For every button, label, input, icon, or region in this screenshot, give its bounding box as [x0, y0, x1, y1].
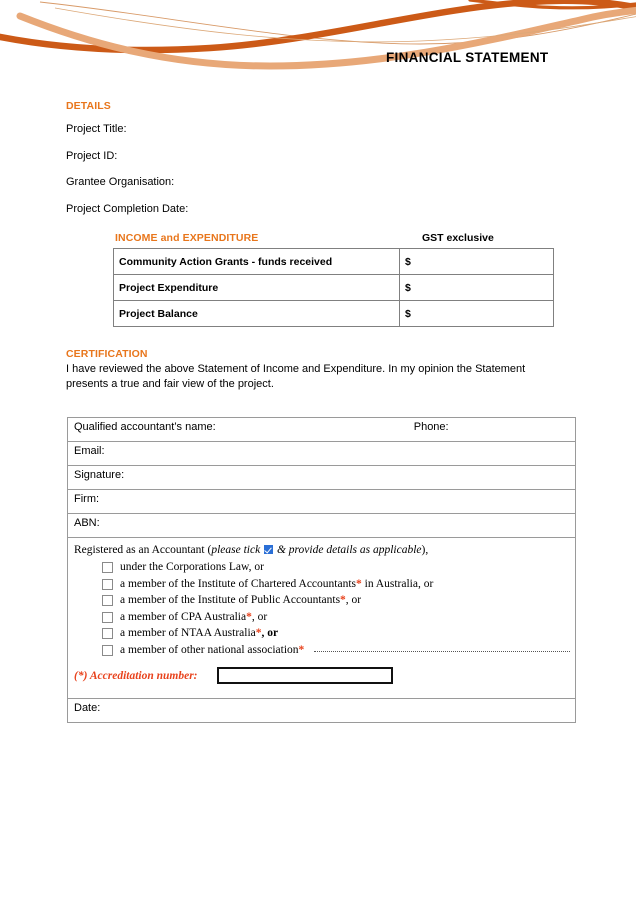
- checkbox-corporations-law[interactable]: [102, 562, 113, 573]
- table-row: [68, 418, 576, 442]
- email-field[interactable]: [68, 442, 576, 466]
- certification-body: I have reviewed the above Statement of Income and Expenditure. In my opinion the Statement presents a true and fair view of the project.: [66, 363, 526, 390]
- details-field-list: [66, 122, 466, 228]
- details-heading: DETAILS: [66, 100, 111, 112]
- table-row: [68, 466, 576, 490]
- project-title-label: Project Title:: [66, 123, 127, 135]
- registration-cell: [68, 538, 576, 699]
- income-expenditure-heading: INCOME and EXPENDITURE: [115, 232, 259, 244]
- asterisk-marker: *: [255, 627, 262, 639]
- accountant-name-label: Qualified accountant’s name:: [74, 421, 216, 433]
- gst-exclusive-label: GST exclusive: [422, 232, 494, 244]
- checkbox-public-accountants[interactable]: [102, 595, 113, 606]
- table-row: [68, 442, 576, 466]
- asterisk-marker: *: [356, 577, 362, 590]
- option-label-corporations-law: under the Corporations Law, or: [120, 561, 264, 573]
- row-amount-project-balance[interactable]: $: [400, 301, 554, 327]
- signature-field[interactable]: [68, 466, 576, 490]
- date-field[interactable]: [68, 699, 576, 723]
- project-completion-date-label: Project Completion Date:: [66, 202, 189, 215]
- row-label-project-expenditure: Project Expenditure: [114, 275, 400, 301]
- checkbox-cpa-australia[interactable]: [102, 612, 113, 623]
- list-item[interactable]: [102, 559, 570, 576]
- accountant-name-field[interactable]: [68, 418, 576, 442]
- list-item[interactable]: [102, 625, 570, 642]
- registration-intro: [74, 542, 570, 558]
- table-row: [68, 538, 576, 699]
- checkbox-ntaa-australia[interactable]: [102, 628, 113, 639]
- option-label-public-accountants: a member of the Institute of Public Accountants*, or: [120, 594, 362, 606]
- asterisk-marker: *: [298, 643, 305, 656]
- option-label-other-national-association: a member of other national association*: [120, 643, 305, 656]
- registration-intro-suffix: ),: [421, 544, 429, 556]
- checked-checkbox-icon: [264, 545, 273, 554]
- email-label: Email:: [74, 445, 105, 457]
- signature-label: Signature:: [74, 469, 125, 481]
- registration-option-list: [74, 559, 570, 658]
- income-expenditure-table: [113, 248, 554, 327]
- header-swoosh-graphic: [0, 0, 636, 86]
- abn-field[interactable]: [68, 514, 576, 538]
- table-row: [68, 514, 576, 538]
- option-label-cpa-australia: a member of CPA Australia*, or: [120, 610, 268, 623]
- registration-intro-italic-a: please tick: [211, 544, 264, 556]
- registration-block: [74, 542, 570, 695]
- row-amount-funds-received[interactable]: $: [400, 249, 554, 275]
- option-label-ntaa-australia: a member of NTAA Australia*, or: [120, 627, 279, 639]
- phone-label: Phone:: [413, 421, 449, 433]
- checkbox-other-national-association[interactable]: [102, 645, 113, 656]
- row-amount-project-expenditure[interactable]: $: [400, 275, 554, 301]
- certification-heading: CERTIFICATION: [66, 348, 148, 360]
- table-row: [68, 699, 576, 723]
- asterisk-marker: *: [340, 594, 346, 606]
- project-id-label: Project ID:: [66, 149, 118, 162]
- other-association-write-in-line[interactable]: [314, 642, 570, 652]
- option-label-chartered-accountants: a member of the Institute of Chartered Accountants* in Australia, or: [120, 577, 434, 590]
- list-item[interactable]: [102, 609, 570, 626]
- header-banner: [0, 0, 636, 86]
- firm-field[interactable]: [68, 490, 576, 514]
- accreditation-number-input[interactable]: [217, 667, 393, 684]
- asterisk-marker: *: [246, 610, 252, 623]
- list-item[interactable]: [102, 642, 570, 659]
- firm-label: Firm:: [74, 493, 100, 505]
- accreditation-number-label: (*) Accreditation number:: [74, 669, 198, 682]
- checkbox-chartered-accountants[interactable]: [102, 579, 113, 590]
- list-item[interactable]: [102, 592, 570, 609]
- table-row: [68, 490, 576, 514]
- row-label-project-balance: Project Balance: [114, 301, 400, 327]
- table-row: [114, 301, 554, 327]
- registration-intro-prefix: Registered as an Accountant (: [74, 544, 212, 556]
- list-item[interactable]: [102, 576, 570, 593]
- grantee-organisation-label: Grantee Organisation:: [66, 176, 175, 188]
- abn-label: ABN:: [74, 517, 100, 529]
- date-label: Date:: [74, 702, 101, 714]
- table-row: [114, 249, 554, 275]
- accreditation-row: [74, 658, 570, 695]
- row-label-funds-received: Community Action Grants - funds received: [114, 249, 400, 275]
- document-title: FINANCIAL STATEMENT: [386, 50, 549, 65]
- table-row: [114, 275, 554, 301]
- accountant-details-table: [67, 417, 576, 723]
- registration-intro-italic-b: & provide details as applicable: [274, 544, 422, 556]
